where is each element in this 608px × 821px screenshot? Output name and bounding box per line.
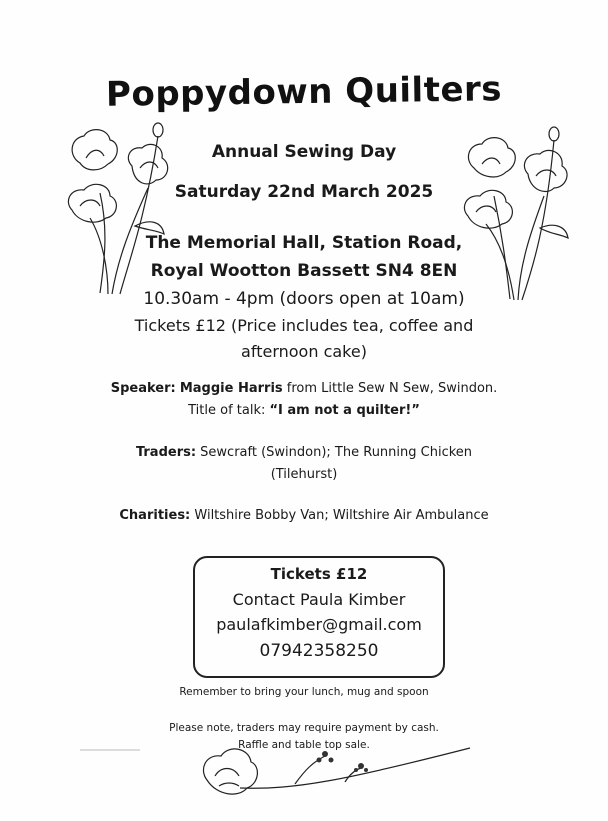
charities-label: Charities: xyxy=(119,508,191,523)
poppy-sprig-bottom-icon xyxy=(195,740,475,818)
reminder-note: Remember to bring your lunch, mug and spoon xyxy=(179,686,429,698)
event-subtitle: Annual Sewing Day xyxy=(211,142,397,162)
ticket-contact-name: Contact Paula Kimber xyxy=(232,590,406,609)
ticket-contact-box xyxy=(193,556,445,678)
talk-title-label: Title of talk: xyxy=(188,403,270,418)
talk-title: “I am not a quilter!” xyxy=(269,403,420,418)
page-title: Poppydown Quilters xyxy=(105,69,503,115)
traders-line-2: (Tilehurst) xyxy=(270,467,338,482)
tickets-info-line-1: Tickets £12 (Price includes tea, coffee and xyxy=(134,316,474,335)
event-times: 10.30am - 4pm (doors open at 10am) xyxy=(143,289,465,309)
charities-line xyxy=(0,508,608,523)
ticket-box-heading: Tickets £12 xyxy=(270,565,368,583)
ticket-contact-phone[interactable]: 07942358250 xyxy=(259,641,379,661)
speaker-label: Speaker: xyxy=(110,381,176,396)
traders-list: Sewcraft (Swindon); The Running Chicken xyxy=(196,445,473,460)
payment-note: Please note, traders may require payment by cash. xyxy=(169,722,439,734)
speaker-name: Maggie Harris xyxy=(179,381,283,396)
decorative-dash xyxy=(80,748,140,752)
traders-label: Traders: xyxy=(135,445,197,460)
event-date: Saturday 22nd March 2025 xyxy=(174,182,434,202)
traders-line xyxy=(0,445,608,460)
ticket-contact-email[interactable]: paulafkimber@gmail.com xyxy=(216,615,422,634)
tickets-info-line-2: afternoon cake) xyxy=(241,342,367,361)
speaker-line xyxy=(0,381,608,396)
speaker-affiliation: from Little Sew N Sew, Swindon. xyxy=(282,381,498,396)
raffle-note: Raffle and table top sale. xyxy=(238,739,370,751)
venue-line-1: The Memorial Hall, Station Road, xyxy=(145,233,463,253)
charities-list: Wiltshire Bobby Van; Wiltshire Air Ambulance xyxy=(190,508,489,523)
venue-line-2: Royal Wootton Bassett SN4 8EN xyxy=(150,261,458,281)
talk-title-line xyxy=(0,403,608,418)
